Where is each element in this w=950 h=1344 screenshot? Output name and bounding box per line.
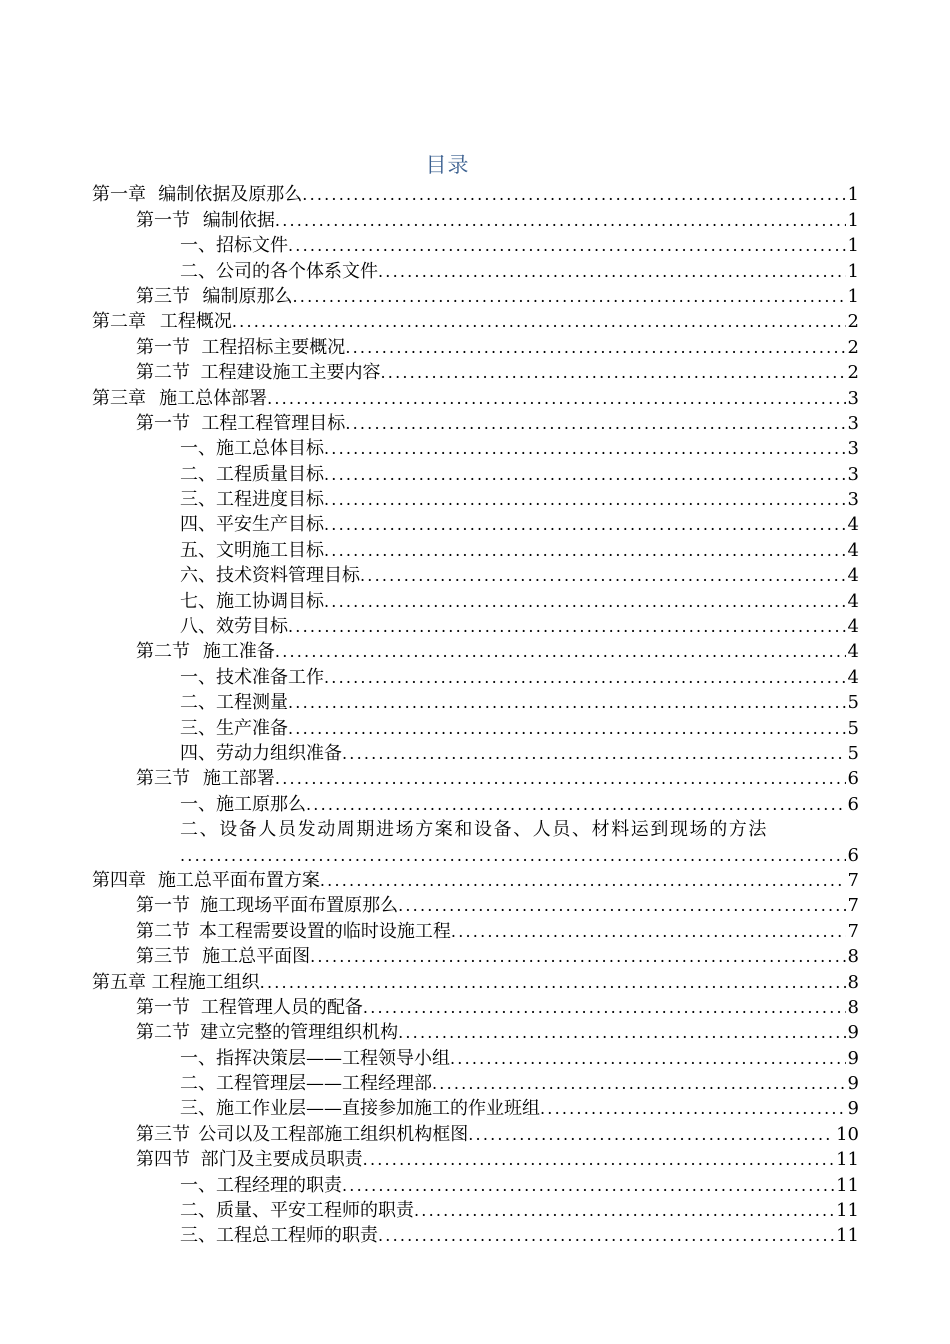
toc-dot-leader — [324, 665, 846, 690]
toc-entry-number: 第三节 — [136, 285, 190, 307]
toc-page-number: 9 — [847, 1098, 859, 1120]
toc-entry-label: 一、施工原那么 — [180, 793, 306, 815]
toc-entry-label: 四、劳动力组织准备 — [180, 742, 342, 764]
toc-entry-label: 二、设备人员发动周期进场方案和设备、人员、材料运到现场的方法 — [180, 819, 768, 841]
toc-entry-label: 八、效劳目标 — [180, 616, 288, 638]
toc-entry-label: 施工总平面布置方案 — [157, 869, 320, 891]
toc-entry-label: 七、施工协调目标 — [180, 590, 324, 612]
toc-entry-label: 三、工程总工程师的职责 — [180, 1225, 378, 1247]
toc-page-number: 4 — [847, 641, 859, 663]
toc-entry[interactable] — [92, 690, 859, 715]
toc-entry[interactable] — [92, 563, 859, 588]
toc-entry-label: 一、技术准备工作 — [180, 666, 324, 688]
toc-entry-number: 第一节 — [136, 412, 190, 434]
toc-dot-leader — [288, 716, 846, 741]
toc-entry[interactable] — [92, 639, 859, 664]
toc-dot-leader — [324, 487, 846, 512]
toc-entry-number: 第二节 — [136, 362, 190, 384]
toc-page-number: 4 — [847, 565, 859, 587]
toc-entry-label: 编制原那么 — [202, 285, 293, 307]
toc-page-number: 6 — [847, 844, 859, 866]
toc-entry[interactable] — [92, 182, 859, 207]
toc-dot-leader — [381, 360, 846, 385]
toc-dot-leader — [345, 411, 845, 436]
toc-entry-label: 工程管理人员的配备 — [200, 996, 363, 1018]
toc-dot-leader — [342, 1173, 834, 1198]
toc-entry[interactable] — [92, 258, 859, 283]
toc-entry-label: 六、技术资料管理目标 — [180, 565, 360, 587]
toc-page-number: 4 — [847, 590, 859, 612]
toc-entry[interactable] — [92, 334, 859, 359]
toc-page-number: 11 — [836, 1149, 859, 1171]
toc-entry-number: 第二节 — [136, 641, 190, 663]
toc-page-number: 9 — [847, 1073, 859, 1095]
toc-entry-label: 编制依据及原那么 — [158, 184, 303, 206]
toc-page-number: 3 — [847, 412, 859, 434]
toc-page-number: 1 — [847, 235, 859, 257]
toc-dot-leader — [468, 1122, 834, 1147]
toc-dot-leader — [450, 1046, 846, 1071]
toc-entry[interactable] — [92, 817, 859, 842]
toc-entry-label: 一、招标文件 — [180, 235, 288, 257]
toc-dot-leader — [345, 335, 845, 360]
toc-entry[interactable] — [92, 842, 859, 867]
toc-dot-leader — [324, 462, 846, 487]
toc-entry[interactable] — [92, 791, 859, 816]
toc-entry-label: 工程招标主要概况 — [201, 336, 346, 358]
toc-page-number: 2 — [847, 336, 859, 358]
toc-entry-label: 四、平安生产目标 — [180, 514, 324, 536]
toc-page-number: 4 — [847, 514, 859, 536]
toc-entry-number: 第二章 — [92, 311, 146, 333]
toc-entry-label: 公司以及工程部施工组织机构框图 — [198, 1123, 469, 1145]
toc-entry-number: 第一节 — [136, 336, 190, 358]
toc-entry[interactable] — [92, 918, 859, 943]
toc-entry-label: 施工总平面图 — [202, 946, 311, 968]
toc-entry[interactable] — [92, 614, 859, 639]
toc-entry-label: 施工部署 — [202, 768, 275, 790]
toc-entry-label: 二、质量、平安工程师的职责 — [180, 1200, 414, 1222]
toc-entry-label: 二、工程质量目标 — [180, 463, 324, 485]
toc-dot-leader — [302, 182, 845, 207]
toc-dot-leader — [324, 538, 846, 563]
toc-entry-number: 第五章 — [92, 971, 146, 993]
table-of-contents — [92, 182, 859, 1248]
toc-dot-leader — [232, 309, 846, 334]
toc-entry[interactable] — [92, 1096, 859, 1121]
toc-page-number: 4 — [847, 539, 859, 561]
toc-page-number: 5 — [847, 692, 859, 714]
toc-page-number: 2 — [847, 362, 859, 384]
toc-entry[interactable] — [92, 1071, 859, 1096]
toc-page-number: 6 — [847, 768, 859, 790]
toc-page-number: 9 — [847, 1047, 859, 1069]
toc-dot-leader — [360, 563, 846, 588]
toc-dot-leader — [324, 512, 846, 537]
toc-entry-number: 第三节 — [136, 768, 190, 790]
toc-entry-label: 三、工程进度目标 — [180, 489, 324, 511]
toc-dot-leader — [324, 589, 846, 614]
toc-dot-leader — [414, 1198, 834, 1223]
toc-page-number: 7 — [847, 895, 859, 917]
toc-entry-number: 第一节 — [136, 895, 190, 917]
toc-dot-leader — [310, 944, 845, 969]
toc-page-number: 1 — [847, 260, 859, 282]
toc-page-number: 3 — [847, 463, 859, 485]
toc-entry-label: 编制依据 — [202, 209, 275, 231]
toc-entry-label: 三、生产准备 — [180, 717, 288, 739]
toc-dot-leader — [540, 1096, 846, 1121]
toc-dot-leader — [293, 284, 846, 309]
toc-page-number: 11 — [836, 1174, 859, 1196]
toc-entry-number: 第四节 — [136, 1149, 190, 1171]
toc-entry[interactable] — [92, 1121, 859, 1146]
toc-page-number: 2 — [847, 311, 859, 333]
toc-entry[interactable] — [92, 893, 859, 918]
toc-entry[interactable] — [92, 360, 859, 385]
toc-dot-leader — [288, 690, 846, 715]
toc-entry-number: 第二节 — [136, 1022, 190, 1044]
toc-dot-leader — [451, 919, 846, 944]
toc-entry[interactable] — [92, 309, 859, 334]
toc-entry-label: 二、工程测量 — [180, 692, 288, 714]
toc-entry-label: 工程施工组织 — [151, 971, 260, 993]
toc-dot-leader — [363, 995, 846, 1020]
toc-entry[interactable] — [92, 1198, 859, 1223]
toc-entry[interactable] — [92, 385, 859, 410]
toc-page-number: 4 — [847, 616, 859, 638]
toc-entry[interactable] — [92, 1147, 859, 1172]
toc-entry-label: 工程工程管理目标 — [201, 412, 346, 434]
toc-entry[interactable] — [92, 487, 859, 512]
toc-entry[interactable] — [92, 1020, 859, 1045]
toc-entry[interactable] — [92, 995, 859, 1020]
toc-page-number: 3 — [847, 489, 859, 511]
toc-entry[interactable] — [92, 741, 859, 766]
toc-entry[interactable] — [92, 868, 859, 893]
toc-entry[interactable] — [92, 537, 859, 562]
toc-entry[interactable] — [92, 969, 859, 994]
toc-entry-number: 第一章 — [92, 184, 146, 206]
toc-page-number: 1 — [847, 285, 859, 307]
toc-entry-label: 三、施工作业层——直接参加施工的作业班组 — [180, 1098, 540, 1120]
toc-entry[interactable] — [92, 1223, 859, 1248]
toc-dot-leader — [180, 843, 846, 868]
toc-entry-label: 施工总体部署 — [159, 387, 268, 409]
toc-entry-number: 第一节 — [136, 209, 190, 231]
toc-page-number: 5 — [847, 742, 859, 764]
toc-page-number: 1 — [847, 184, 859, 206]
toc-entry[interactable] — [92, 233, 859, 258]
toc-dot-leader — [363, 1147, 834, 1172]
toc-page-number: 5 — [847, 717, 859, 739]
toc-page-number: 3 — [847, 438, 859, 460]
toc-entry[interactable] — [92, 436, 859, 461]
toc-entry[interactable] — [92, 715, 859, 740]
toc-entry-label: 部门及主要成员职责 — [200, 1149, 363, 1171]
toc-dot-leader — [432, 1071, 846, 1096]
toc-entry-label: 施工现场平面布置原那么 — [200, 895, 399, 917]
toc-page-number: 11 — [836, 1200, 859, 1222]
toc-entry-label: 工程概况 — [159, 311, 232, 333]
toc-entry[interactable] — [92, 461, 859, 486]
toc-dot-leader — [275, 639, 846, 664]
toc-dot-leader — [306, 792, 846, 817]
toc-entry[interactable] — [92, 411, 859, 436]
toc-page-number: 10 — [836, 1123, 859, 1145]
toc-entry-label: 工程建设施工主要内容 — [200, 362, 381, 384]
toc-entry[interactable] — [92, 664, 859, 689]
toc-entry-label: 二、公司的各个体系文件 — [180, 260, 378, 282]
toc-page-number: 4 — [847, 666, 859, 688]
toc-entry[interactable] — [92, 284, 859, 309]
toc-entry-number: 第四章 — [92, 869, 146, 891]
toc-dot-leader — [288, 233, 846, 258]
toc-entry-label: 一、指挥决策层——工程领导小组 — [180, 1047, 450, 1069]
toc-dot-leader — [275, 208, 846, 233]
toc-page-number: 1 — [847, 209, 859, 231]
toc-dot-leader — [320, 868, 846, 893]
toc-dot-leader — [342, 741, 846, 766]
toc-page-number: 9 — [847, 1022, 859, 1044]
toc-page-number: 8 — [847, 971, 859, 993]
toc-dot-leader — [260, 970, 846, 995]
toc-entry-label: 一、工程经理的职责 — [180, 1174, 342, 1196]
toc-entry[interactable] — [92, 512, 859, 537]
toc-entry-number: 第三节 — [136, 946, 190, 968]
toc-entry[interactable] — [92, 207, 859, 232]
toc-entry-label: 二、工程管理层——工程经理部 — [180, 1073, 432, 1095]
toc-dot-leader — [267, 386, 845, 411]
toc-dot-leader — [378, 1223, 834, 1248]
toc-entry[interactable] — [92, 1172, 859, 1197]
toc-page-number: 6 — [847, 793, 859, 815]
toc-entry-label: 施工准备 — [202, 641, 275, 663]
toc-page-number: 3 — [847, 387, 859, 409]
toc-entry[interactable] — [92, 944, 859, 969]
toc-entry-label: 五、文明施工目标 — [180, 539, 324, 561]
toc-entry[interactable] — [92, 588, 859, 613]
toc-entry-number: 第三章 — [92, 387, 146, 409]
toc-dot-leader — [398, 893, 845, 918]
toc-page-number: 11 — [836, 1225, 859, 1247]
toc-dot-leader — [398, 1020, 845, 1045]
toc-entry-label: 一、施工总体目标 — [180, 438, 324, 460]
toc-entry-number: 第一节 — [136, 996, 190, 1018]
toc-entry-number: 第三节 — [136, 1123, 190, 1145]
toc-page-number: 7 — [847, 920, 859, 942]
toc-title: 目录 — [425, 153, 470, 177]
toc-dot-leader — [288, 614, 846, 639]
toc-page-number: 8 — [847, 996, 859, 1018]
toc-entry-label: 建立完整的管理组织机构 — [200, 1022, 399, 1044]
toc-page-number: 8 — [847, 946, 859, 968]
toc-dot-leader — [378, 259, 846, 284]
toc-entry-number: 第二节 — [136, 920, 190, 942]
toc-entry[interactable] — [92, 766, 859, 791]
toc-entry-label: 本工程需要设置的临时设施工程 — [198, 920, 451, 942]
toc-page-number: 7 — [847, 869, 859, 891]
toc-dot-leader — [324, 436, 846, 461]
toc-dot-leader — [275, 766, 846, 791]
toc-entry[interactable] — [92, 1045, 859, 1070]
